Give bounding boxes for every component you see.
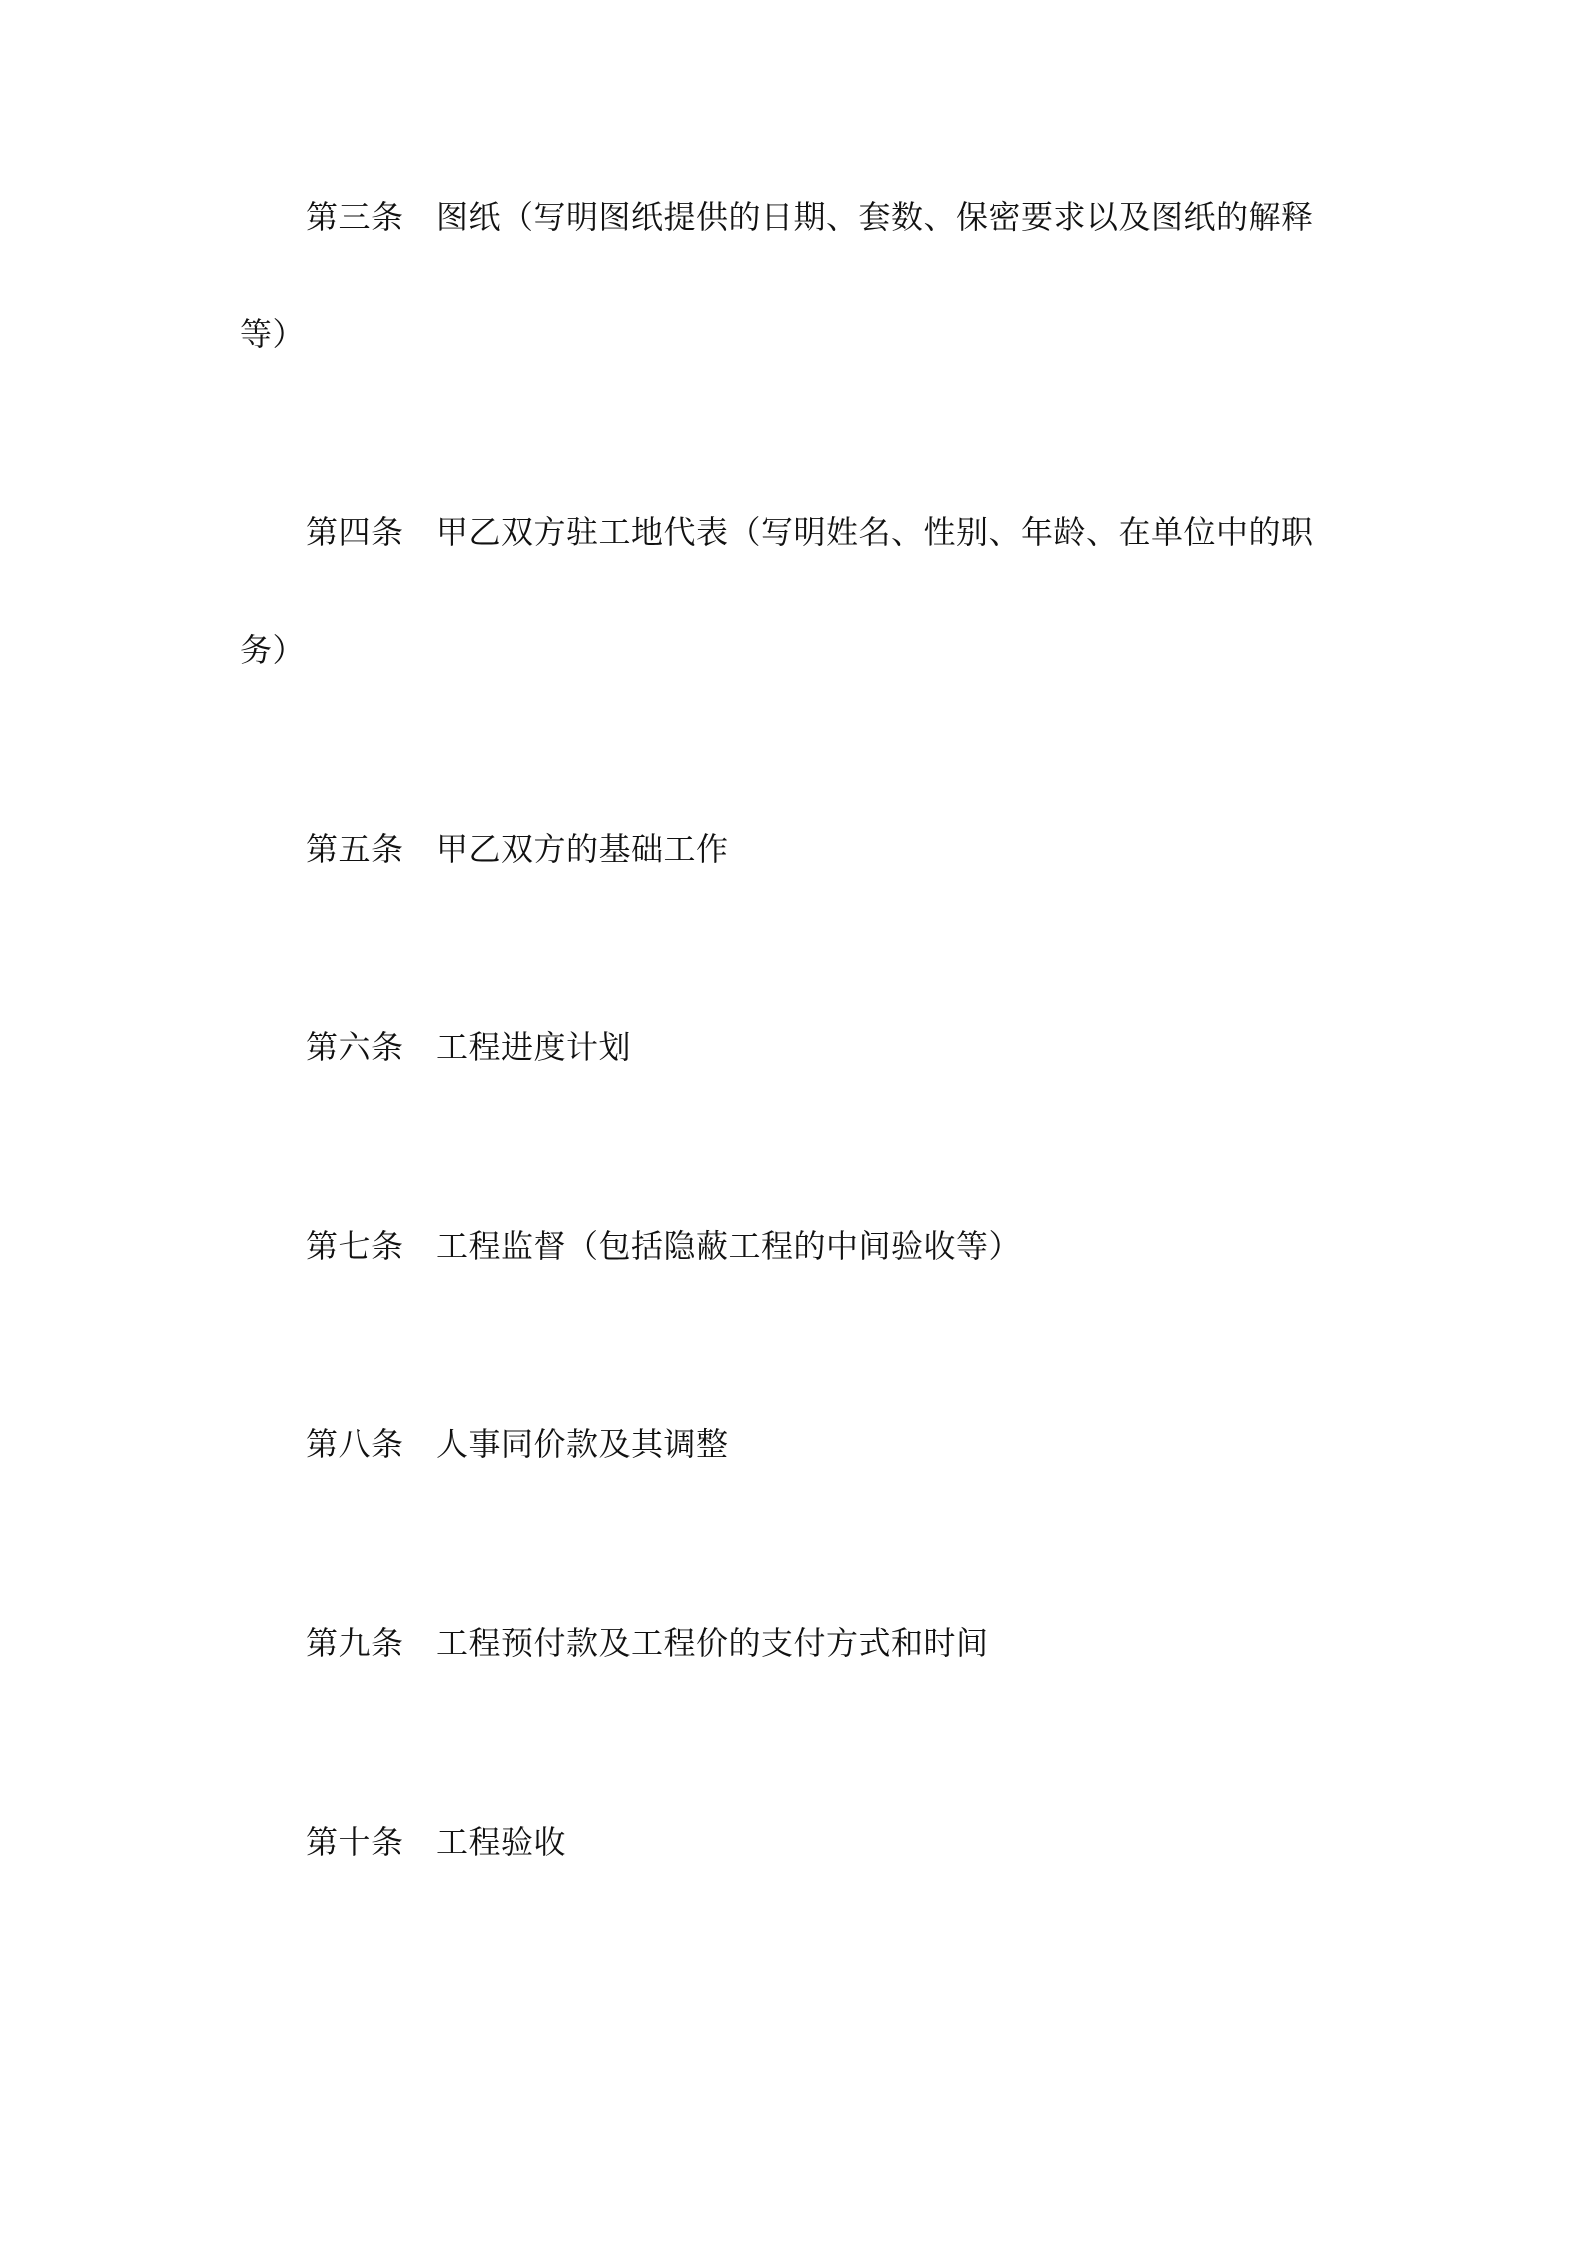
article-number: 第三条 <box>306 198 404 236</box>
article-text: 工程进度计划 <box>436 1028 632 1066</box>
article-text: 工程监督（包括隐蔽工程的中间验收等） <box>436 1227 1022 1265</box>
article-4 <box>306 512 1314 552</box>
article-9 <box>306 1623 989 1663</box>
article-number: 第六条 <box>306 1028 404 1066</box>
article-number: 第七条 <box>306 1227 404 1265</box>
article-number: 第八条 <box>306 1425 404 1463</box>
article-number: 第十条 <box>306 1823 404 1861</box>
article-4-continuation: 务） <box>240 631 306 669</box>
article-text: 人事同价款及其调整 <box>436 1425 729 1463</box>
article-text: 甲乙双方的基础工作 <box>436 830 729 868</box>
article-10 <box>306 1822 566 1862</box>
article-3-continuation: 等） <box>240 315 306 353</box>
article-8 <box>306 1424 729 1464</box>
article-text: 工程验收 <box>436 1823 567 1861</box>
article-number: 第四条 <box>306 513 404 551</box>
article-text: 甲乙双方驻工地代表（写明姓名、性别、年龄、在单位中的职 <box>436 513 1314 551</box>
article-number: 第九条 <box>306 1624 404 1662</box>
article-number: 第五条 <box>306 830 404 868</box>
article-text: 图纸（写明图纸提供的日期、套数、保密要求以及图纸的解释 <box>436 198 1314 236</box>
article-3 <box>306 197 1314 237</box>
article-text: 工程预付款及工程价的支付方式和时间 <box>436 1624 989 1662</box>
article-7 <box>306 1226 1021 1266</box>
article-6 <box>306 1027 631 1067</box>
article-5 <box>306 829 729 869</box>
